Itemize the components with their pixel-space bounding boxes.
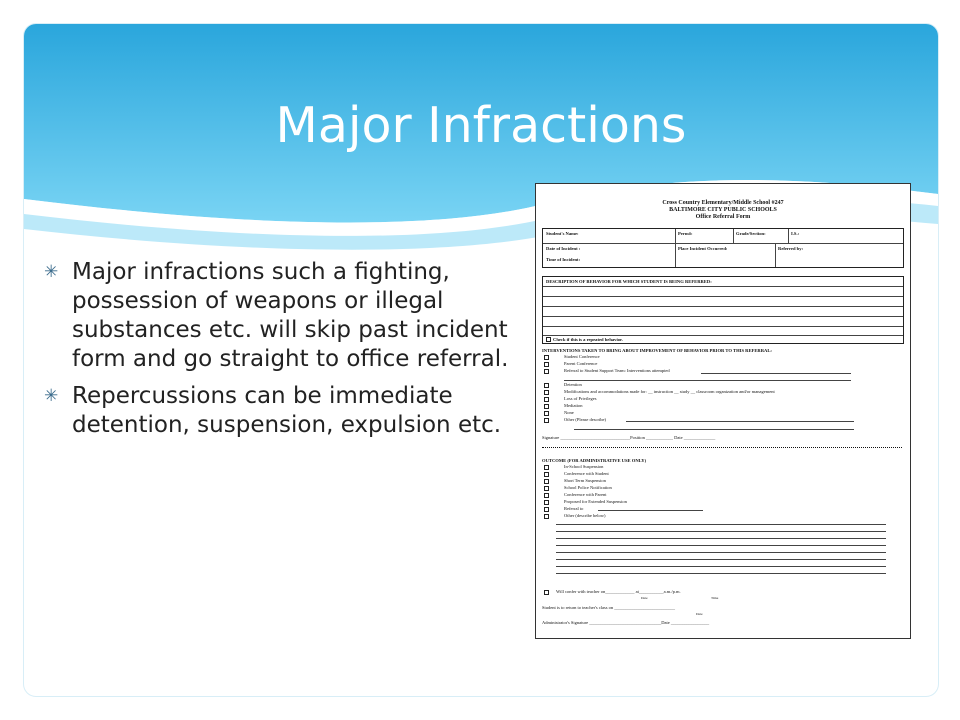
outcome-item: Referral to — [564, 506, 584, 511]
intervention-item: None — [564, 410, 574, 415]
field-place: Place Incident Occurred: — [678, 246, 728, 251]
form-title: Office Referral Form — [695, 214, 751, 220]
intervention-item: Modifications and accommodations made for: __ instruction __ study __ classroom organization and/or management — [564, 389, 775, 394]
bullet-text: Repercussions can be immediate detention, suspension, expulsion etc. — [72, 383, 502, 438]
outcome-item: Short Term Suspension — [564, 478, 606, 483]
confer-time-label: Time — [711, 596, 719, 600]
return-line: Student is to return to teacher's class on ___________________________ — [542, 605, 676, 610]
outcome-label: OUTCOME (FOR ADMINISTRATIVE USE ONLY) — [542, 458, 647, 463]
repeat-checkbox — [546, 337, 551, 342]
field-is: I.S.: — [791, 231, 800, 236]
form-district: BALTIMORE CITY PUBLIC SCHOOLS — [669, 207, 777, 213]
outcome-item: Other (describe below) — [564, 513, 606, 518]
field-date: Date of Incident : — [546, 246, 581, 251]
confer-date-label: Date — [641, 596, 648, 600]
outcome-item: In-School Suspension — [564, 464, 604, 469]
admin-signature-line: Administrator's Signature ________________________________Date _________________ — [542, 620, 710, 625]
intervention-item: Detention — [564, 382, 582, 387]
bullet-text: Major infractions such a fighting, possession of weapons or illegal substances etc. will skip past incident form and go straight to office referral. — [72, 259, 509, 372]
student-info-table — [542, 228, 904, 268]
field-grade: Grade/Section: — [736, 231, 766, 236]
confer-line: Will confer with teacher on_____________ at___________a.m./p.m. — [556, 589, 681, 594]
interventions-label: INTERVENTIONS TAKEN TO BRING ABOUT IMPROVEMENT OF BEHAVIOR PRIOR TO THIS REFERRAL: — [542, 348, 772, 353]
repeated-label: Check if this is a repeated behavior. — [553, 337, 623, 342]
intervention-item: Referral to Student Support Team: Interventions attempted — [564, 368, 670, 373]
description-table — [542, 276, 904, 344]
asterisk-bullet-icon: ✳ — [44, 386, 59, 406]
intervention-item: Loss of Privileges — [564, 396, 597, 401]
asterisk-bullet-icon: ✳ — [44, 262, 59, 282]
outcome-item: Conference with Parent — [564, 492, 607, 497]
office-referral-form-image — [535, 183, 911, 639]
field-student-name: Student's Name: — [546, 231, 579, 236]
outcome-item: Conference with Student — [564, 471, 609, 476]
intervention-item: Student Conference — [564, 354, 600, 359]
outcome-item: School Police Notification — [564, 485, 612, 490]
field-time: Time of Incident: — [546, 257, 581, 262]
signature-line: Signature _______________________________Position ____________ Date ______________ — [542, 435, 716, 440]
bullet-item — [44, 382, 514, 440]
description-label: DESCRIPTION OF BEHAVIOR FOR WHICH STUDENT IS BEING REFERRED: — [546, 279, 712, 284]
field-perm: Perm#: — [678, 231, 693, 236]
return-date-label: Date — [696, 612, 703, 616]
slide-title: Major Infractions — [275, 97, 687, 154]
bullet-list — [44, 258, 514, 448]
outcome-item: Proposed for Extended Suspension — [564, 499, 627, 504]
field-referred: Referred by: — [778, 246, 804, 251]
separator — [542, 447, 902, 448]
bullet-item — [44, 258, 514, 374]
intervention-item: Parent Conference — [564, 361, 598, 366]
form-school: Cross Country Elementary/Middle School #247 — [662, 200, 784, 206]
intervention-item: Other (Please describe) — [564, 417, 606, 422]
intervention-item: Mediation — [564, 403, 583, 408]
